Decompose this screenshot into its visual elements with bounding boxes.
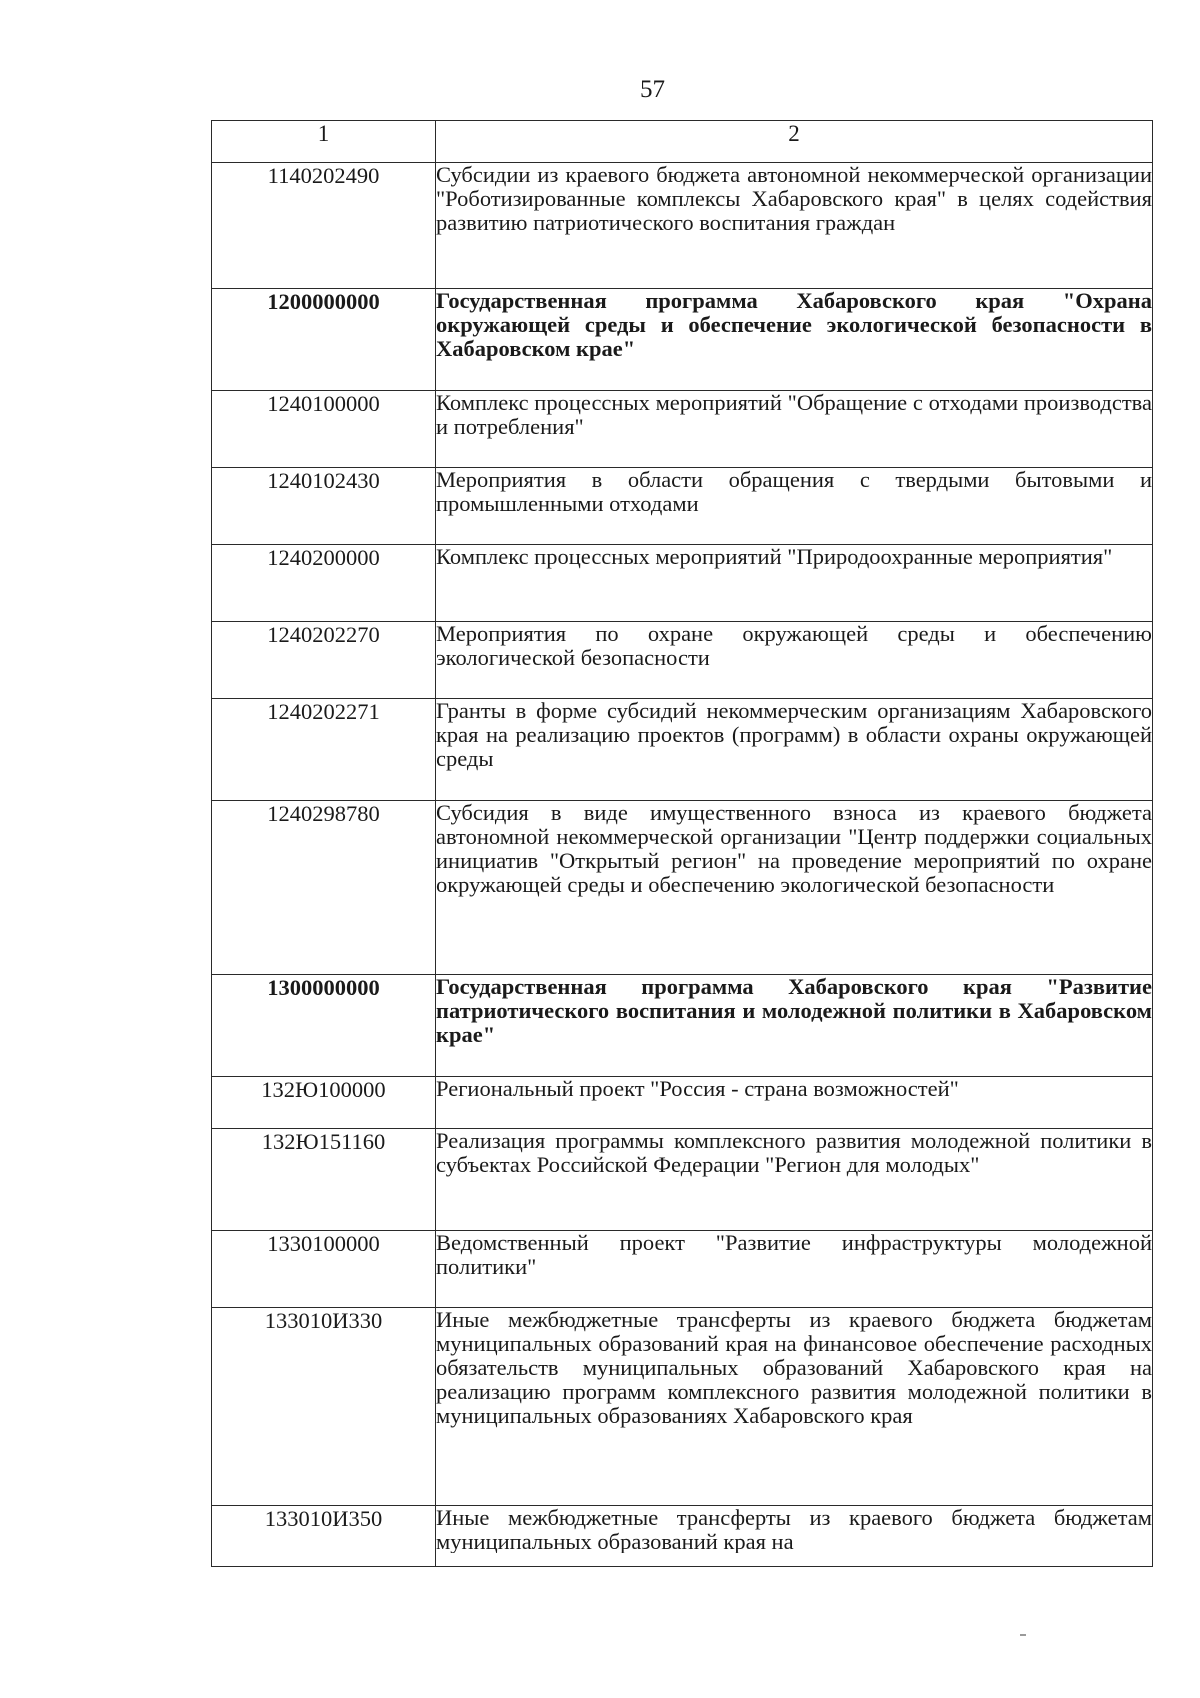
row-code: 1140202490 xyxy=(212,163,436,289)
scan-speck xyxy=(1020,1634,1026,1636)
row-description: Ведомственный проект "Развитие инфраструктуры молодежной политики" xyxy=(436,1231,1153,1308)
row-description-text: Иные межбюджетные трансферты из краевого бюджета бюджетам муниципальных образований края на xyxy=(436,1506,1152,1553)
table-row xyxy=(212,1506,1153,1567)
row-description: Иные межбюджетные трансферты из краевого бюджета бюджетам муниципальных образований края на финансовое обеспечение расходных обязательств муниципальных образований Хабаровского края на реализацию программ комплексного развития молодежной политики в муниципальных образованиях Хабаровского края xyxy=(436,1308,1153,1506)
row-code: 132Ю151160 xyxy=(212,1129,436,1231)
table-header-row xyxy=(212,121,1153,163)
row-code: 132Ю100000 xyxy=(212,1077,436,1129)
column-header-description: 2 xyxy=(436,121,1153,163)
row-code: 1240200000 xyxy=(212,545,436,622)
table-row xyxy=(212,1308,1153,1506)
row-code: 1240202270 xyxy=(212,622,436,699)
row-description: Гранты в форме субсидий некоммерческим организациям Хабаровского края на реализацию проектов (программ) в области охраны окружающей среды xyxy=(436,699,1153,801)
row-code: 1200000000 xyxy=(212,289,436,391)
table-row xyxy=(212,1077,1153,1129)
row-code: 1240298780 xyxy=(212,801,436,975)
table-row xyxy=(212,391,1153,468)
table-row xyxy=(212,289,1153,391)
page-number: 57 xyxy=(640,76,665,103)
column-header-code: 1 xyxy=(212,121,436,163)
table-row xyxy=(212,975,1153,1077)
row-code: 133010И330 xyxy=(212,1308,436,1506)
row-description: Комплекс процессных мероприятий "Обращение с отходами производства и потребления" xyxy=(436,391,1153,468)
row-code: 1240100000 xyxy=(212,391,436,468)
row-description: Субсидия в виде имущественного взноса из краевого бюджета автономной некоммерческой организации "Центр поддержки социальных инициатив "Открытый регион" на проведение мероприятий по охране окружающей среды и обеспечению экологической безопасности xyxy=(436,801,1153,975)
row-description xyxy=(436,1506,1153,1567)
row-code: 133010И350 xyxy=(212,1506,436,1567)
row-description: Субсидии из краевого бюджета автономной некоммерческой организации "Роботизированные комплексы Хабаровского края" в целях содействия развитию патриотического воспитания граждан xyxy=(436,163,1153,289)
row-code: 1300000000 xyxy=(212,975,436,1077)
table-row xyxy=(212,1129,1153,1231)
table-row xyxy=(212,545,1153,622)
table-row xyxy=(212,699,1153,801)
table-row xyxy=(212,1231,1153,1308)
table-row xyxy=(212,622,1153,699)
table-row xyxy=(212,163,1153,289)
row-description: Мероприятия по охране окружающей среды и обеспечению экологической безопасности xyxy=(436,622,1153,699)
row-description: Реализация программы комплексного развития молодежной политики в субъектах Российской Федерации "Регион для молодых" xyxy=(436,1129,1153,1231)
row-code: 1240102430 xyxy=(212,468,436,545)
table-row xyxy=(212,801,1153,975)
row-description: Государственная программа Хабаровского края "Развитие патриотического воспитания и молодежной политики в Хабаровском крае" xyxy=(436,975,1153,1077)
row-code: 1330100000 xyxy=(212,1231,436,1308)
row-description: Мероприятия в области обращения с твердыми бытовыми и промышленными отходами xyxy=(436,468,1153,545)
row-description: Государственная программа Хабаровского края "Охрана окружающей среды и обеспечение экологической безопасности в Хабаровском крае" xyxy=(436,289,1153,391)
budget-classification-table xyxy=(211,120,1153,1567)
row-code: 1240202271 xyxy=(212,699,436,801)
row-description: Комплекс процессных мероприятий "Природоохранные мероприятия" xyxy=(436,545,1153,622)
row-description: Региональный проект "Россия - страна возможностей" xyxy=(436,1077,1153,1129)
table-row xyxy=(212,468,1153,545)
